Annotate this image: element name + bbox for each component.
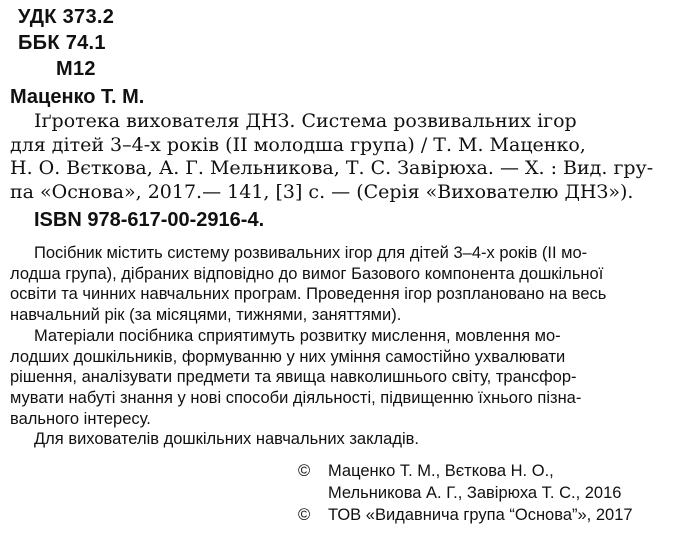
bbk-code: ББК 74.1 (18, 32, 106, 54)
bibliographic-description (10, 110, 690, 204)
abstract-line: лодша група), дібраних відповідно до вимог Базового компонента дошкільної (10, 264, 604, 283)
copyright-authors-line: Мельникова А. Г., Завірюха Т. С., 2016 (328, 484, 622, 503)
classification-codes (10, 4, 690, 82)
abstract-line: вального інтересу. (10, 409, 151, 428)
bib-line: для дітей 3–4-х років (ІІ молодша група) / Т. М. Маценко, (10, 133, 586, 156)
audience-line: Для вихователів дошкільних навчальних закладів. (34, 430, 419, 449)
copyright-row (10, 504, 690, 526)
bib-line: Іґротека вихователя ДНЗ. Система розвивальних ігор (34, 110, 577, 132)
copyright-authors-line: Маценко Т. М., Вєткова Н. О., (328, 462, 554, 481)
abstract-line: рішення, аналізувати предмети та явища навколишнього світу, трансфор- (10, 368, 577, 387)
isbn: ISBN 978-617-00-2916-4. (34, 209, 265, 231)
abstract-line: навчальний рік (за місяцями, тижнями, заняттями). (10, 306, 402, 325)
bib-line: па «Основа», 2017.— 141, [3] с. — (Серія «Вихователю ДНЗ»). (10, 180, 634, 203)
copyright-publisher-line: ТОВ «Видавнича група “Основа”», 2017 (328, 506, 633, 525)
author-mark: М12 (56, 58, 96, 80)
copyright-row (10, 482, 690, 504)
abstract-line: Посібник містить систему розвивальних ігор для дітей 3–4-х років (ІІ мо- (34, 244, 588, 262)
copyright-block (10, 460, 690, 526)
author-heading: Маценко Т. М. (10, 86, 145, 108)
abstract-line: лодших дошкільників, формуванню у них уміння самостійно ухвалювати (10, 347, 566, 366)
abstract-line: Матеріали посібника сприятимуть розвитку мислення, мовлення мо- (34, 326, 561, 345)
copyright-spacer (10, 482, 328, 504)
copyright-symbol: © (298, 462, 311, 481)
abstract (10, 243, 690, 450)
abstract-line: освіти та чинних навчальних програм. Проведення ігор розплановано на весь (10, 285, 607, 304)
copyright-symbol: © (298, 506, 311, 525)
copyright-row (10, 460, 690, 482)
udk-code: УДК 373.2 (18, 6, 115, 28)
bib-line: Н. О. Вєткова, А. Г. Мельникова, Т. С. Завірюха. — Х. : Вид. гру- (10, 157, 654, 179)
abstract-line: мувати набуті знання у нові способи діяльності, підвищенню їхнього пізна- (10, 388, 582, 407)
